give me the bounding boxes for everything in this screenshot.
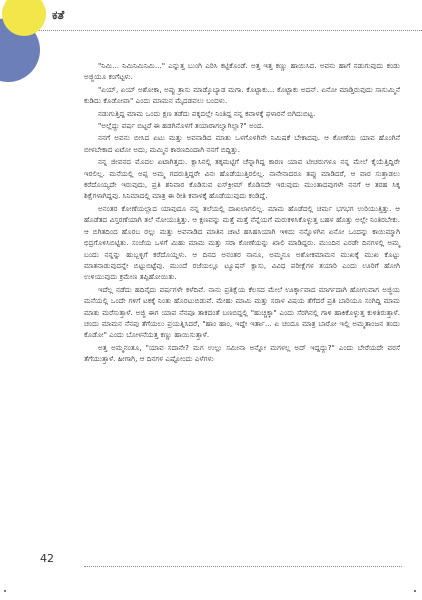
paragraph: ಇದೆಲ್ಲ ನಡೆದು ಹದಿನೈದು ವರ್ಷಗಳೇ ಕಳೆದಿವೆ. ನಾನು ಪ್ರತಿಕ್ಷೆಯ ಕೆಲಸದ ಮೇಲೆ ಊರ್ಕ್ಕಾವಾದ ಮಾರ್ಗದಾಗಿ ಹೋಗುವಾಗ ಅಜ್ಜಿಯ ಮನೆಯಲ್ಲಿ ಒಂದೇ ಗಳಿಗೆ ಟಕಕ್ಕೆ ನಿಂತು ಹೊರಟುಬಿಡುವೆ. ಮೇಹು ಮಾಮಿ ಮತ್ತು ಸರಾಳ ವಿಷಯ ತೆಗೆದರೆ ಪ್ರತಿ ಬಾರಿಯೂ ಸಂಗಿದ್ದಿ ಮಾಮ ಮಾತು ಮರೆಸುತ್ತಾಳೆ. ಅಜ್ಜಿ ಈಗ ಯಾವ ನೆನಪೂ ತಾಕದಂತೆ ಬಣಬಿದ್ದಲ್ಲಿ "ಹುಚ್ಚಕ್ಕಾ" ಎಂದು ಸೆರಗಿನಲ್ಲಿ ಗಾಳಿ ಹಾಕಿಕೊಳ್ಳುತ್ತ ಕುಳಿತಿರುತ್ತಾಳೆ. ಚಂದು ಮಾಮನ ನೆನಪು ತೆಗೆಯಲು ಪ್ರಯತ್ನಿಸಿದರೆ, "ಹಾಂ ಹಾಂ, ಇದ್ದೇ ಇರ್ತಾ... ಏ ಚಂದೂ ಮಾತ್ರ ಬಾರೋ ಇಲ್ಲಿ ಅಮ್ಮತಾಂಜನ ತಂದು ಕೊಡೋ" ಎಂದು ಬೋಳನೆಯತ್ತ ಕಣ್ಣು ಹಾಯಿಸುತ್ತಾಳೆ. <box>84 284 400 340</box>
crop-mark <box>4 590 6 592</box>
paragraph: "ನಿಮಿ... ನಿಮಿನಿಮಿನಿಮಿ..." ಎನ್ನುತ್ತ ಬುಂಗಿ ಎರಿಸಿ ಕಟ್ಟಿಕೊಂಡೆ. ಅತ್ತ ಇತ್ತ ಕಣ್ಣು ಹಾಯಿಸಿದ. ಅವನು ಹಾಗೆ ನಡುಗುವುದು ಕಂಡು ಅಜ್ಜಿಯೂ ಕಂಗೆಟ್ಟಳು. <box>84 61 400 82</box>
footer-divider <box>84 566 402 567</box>
page-number: 42 <box>40 552 54 565</box>
paragraph: ನನಗೆ ಅವನು ಬೀಸಿದ ಏಟು ಮತ್ತು ಅವನಾಡಿದ ಮಾತು ಒಳಗೊಳಗಿನೇ ನಿಮಿಷಕೆ ಬೇಕಾದವು. ಆ ಕೋಣೆಯ ಯಾವ ಹೊಂಗಿನೆ ಬೀಳಬೇಕಾದ ಏಟೋ ಅದು, ಮಮ್ಮಿನ ಕಾರಣದಿಂದಾಗಿ ನನಗೆ ಬಿದ್ದಿತ್ತು. <box>84 133 400 154</box>
paragraph: "ಅಲ್ಲೆದ್ದು ವರ್ಷ ಬಿಟ್ಟರೆ ಈ ಹಡಗಿನೊಳಗೆ ತಯಾರಾಗಲ್ವಾಗಿಲ್ಲಾ?" ಅಂದ. <box>98 121 264 131</box>
paragraph: ಅತ್ತ ಅಮ್ಮನಂತೂ, "ಯಾವ ಸದಾನೇ? ಮಗ ಉಲ್ಲು ಸಮೀನಾ ಅನ್ನೋ ಮಗಳಲ್ಲ ಅದ್ ಇದ್ದದ್ದು?" ಎಂದು ಬೇರೆಯದೇ ವರಸೆ ತೆಗೆಯುತ್ತಾಳೆ. ಹೀಗಾಗಿ, ಆ ದಿನಗಳ ಎಷ್ಟೋಂದು ಎಳೆಗಳು <box>84 342 400 364</box>
paragraph: ನಡುಗುತ್ತಿದ್ದ ಮಾಮ ಒಂದು ಕ್ಷಣ ತಡೆದು ಪಕ್ಕದಲ್ಲೇ ನಿಂತಿದ್ದ ನನ್ನ ಕವಾಳಕ್ಕೆ ಫಳಾರನೆ ಬಿಗಿದುಬಿಟ್ಟ. <box>98 108 316 118</box>
article-body <box>84 60 400 366</box>
section-title: ಕತೆ <box>52 8 65 22</box>
paragraph: ನನ್ನ ಜೀವನದ ಮೊದಲ ಏಟಾಗಿತ್ತದು. ಕ್ಲಾಸಿನಲ್ಲಿ ತಕ್ಕಮಟ್ಟಿಗೆ ಚೆನ್ನಾಗಿದ್ದ ಕಾರಣ ಯಾವ ಟೀಚರುಗಳೂ ನನ್ನ ಮೇಲೆ ಕೈಯೆತ್ತಿದ್ದಿರೇ ಇರಲಿಲ್ಲ. ಮನೆಯಲ್ಲಿ ಅಪ್ಪ ಅಮ್ಮ ಗದರುತ್ತಿದ್ದರೇ ವಿನಃ ಹೊಡೆಯುತ್ತಿರಲಿಲ್ಲ. ನಾನೇನಾದರೂ ತಪ್ಪು ಮಾಡಿದರೆ, ಆ ವಾರ ಸುತ್ತಾಡಲು ಕರೆದೊಯ್ಯದೇ ಇರುವುದು, ಪ್ರತಿ ಶನಿವಾರ ಕೊಡಿಸುವ ಐಸ್‌ಕ್ರೀಮ್ ಕೊಡಿಸದೇ ಇರುವುದು ಮುಂತಾದವುಗಳೇ ನನಗೆ ಆ ತರಹ ಸಿಕ್ಕ ಶಿಕ್ಷೆಗಳಾಗಿದ್ದವು. ಸಿನಿಮಾದಲ್ಲಿ ಮಾತ್ರ ಈ ರೀತಿ ಕವಾಳಕ್ಕೆ ಹೊಡೆಯುವುದು ಕಂಡಿದ್ದೆ. <box>84 157 400 201</box>
paragraph: "ಏಯ್, ಏಯ್ ಅಶೋಕಾ, ಅಪ್ಪು ತ್ರಾಸು ಮಾಡ್ಕೊಬ್ಯಾಡ ಮಗಾ. ಕೊಟ್ಟಾಕು... ಕೊಟ್ಟಾಕು ಅದನ್. ಏನೋ ಮಾಡ್ತಿರುವುದು ಸಾಸುಮ್ಮಿನೆ ಕುಡಿದು ಕೊಡೋವಾ" ಎಂದು ಮಾಮನ ಮೈದಡವಲು ಬಂದಳು. <box>84 84 400 106</box>
paragraph: ಅನಂತರ ಕೋಣೆಯಲ್ಲಾದ ಯಾವುದೂ ನನ್ನ ತಲೆಯಲ್ಲಿ ದಾಖಲಾಗಲಿಲ್ಲ. ಮಾಮ ಹೊಡೆದಲ್ಲಿ ಚರ್ಮ ಭಗಭಗ ಉರಿಯುತ್ತಿತ್ತು. ಆ ಹೊಡೆತದ ವಿಸ್ತರಣೆಯಾಗಿ ತಲೆ ನೋಯುತ್ತಿತ್ತು. ಆ ಕ್ಷಣವನ್ನು ಮತ್ತೆ ಮತ್ತೆ ನೆನ್ನೆಯಗೆ ಮರುಕಳಿಸಿಕೊಳ್ಳುತ್ತ ಬಹಳ ಹೊತ್ತು ಅಲ್ಲೇ ನಿಂತಿರಬೇಕು. ಆ ಬಿಗಿತದಿಂದ ಹೊರಬ ರಲ್ಲು ಮತ್ತು ಅವನಾಡಿದ ಮಾತಿನ ಚಾಟಿ ಹಸಿಹಸಿಯಾಗಿ ಇಳಿದು ನನ್ನೊಳಗಿನ ಏನೋ ಒಂದನ್ನು ಕಾಯಿಮ್ಮಾಗಿ ಛಿದ್ರಗೊಳಿಸಿಬಿಟ್ಟಿತು. ಸಂಜೆಯ ಒಳಗೆ ಮಿಹು ಮಾಮ ಮತ್ತು ಸರಾ ಕೋಣೆಯನ್ನು ಖಾಲಿ ಮಾಡಿದ್ದರು. ಮುಂದಿನ ಎರಡೇ ದಿನಗಳಲ್ಲಿ ಅಮ್ಮ ಬಂದು ನನ್ನನ್ನು ಹುಬ್ಬಳ್ಳಿಗೆ ಕರೆದೊಯ್ದಳು. ಆ ದಿನದ ಅನಂತರ ನಾನೂ, ಅಮ್ಮನೂ ಅಶೋಕಮಾಮನ ಮುಖಕ್ಕೆ ಮುಖ ಕೊಟ್ಟು ಮಾತನಾಡುವುದನ್ನೇ ಬಿಟ್ಟುಬಿಟ್ಟೆವು. ಮುಂದೆ ರಜೆಯಲ್ಲೂ ಟ್ಯೂಷನ್ ಕ್ಲಾಸು, ವಿವಿಧ ಪರೀಕ್ಷೆಗಳ ತಯಾರಿ ಎಂದು ಊರಿಗೆ ಹೋಗಿ ಉಳಿಯುವುದು ಕ್ರಮೇಣ ತಪ್ಪಿಹೋಯಿತು. <box>84 203 400 282</box>
crop-mark <box>414 590 416 592</box>
